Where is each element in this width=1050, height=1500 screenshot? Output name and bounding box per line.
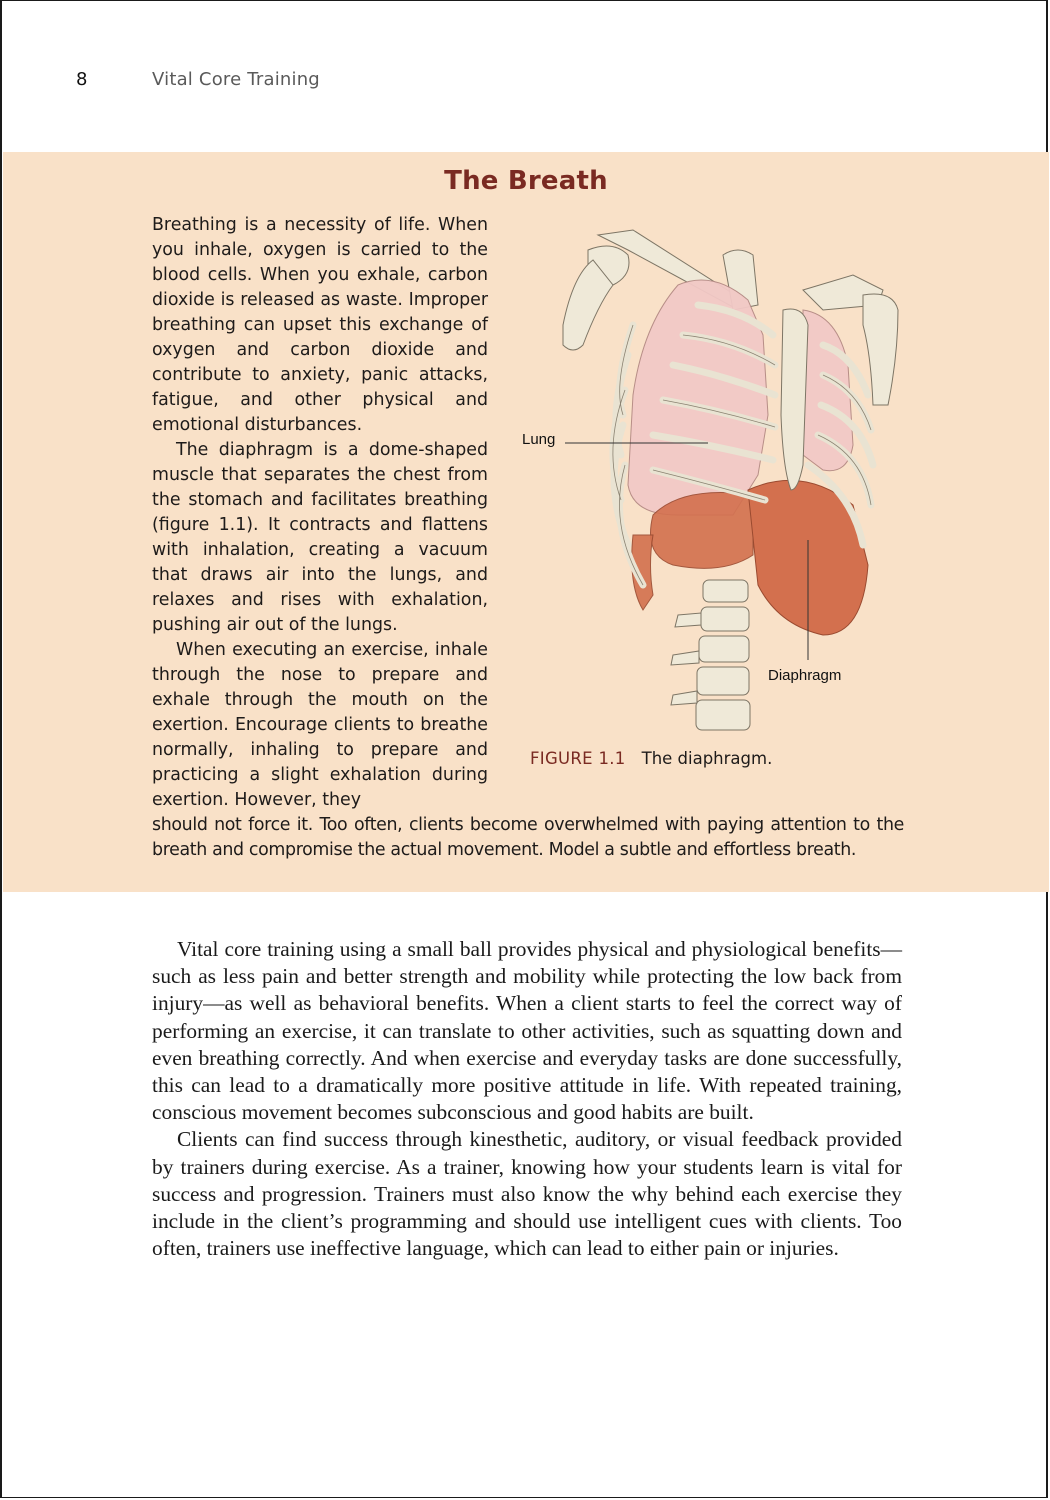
sidebar-paragraph: Breathing is a necessity of life. When you inhale, oxygen is carried to the blood cells. When you exhale, carbon dioxide is released as waste. Improper breathing can upset this exchange of oxygen and carbon dioxide and contribute to anxiety, panic attacks, fatigue, and other physical and emotional disturbances. (152, 215, 488, 435)
label-lung: Lung (522, 431, 556, 448)
figure-number: FIGURE 1.1 (530, 749, 626, 768)
figure-diaphragm-illustration (503, 215, 923, 735)
sternum-bone (781, 309, 808, 490)
spine-vertebrae (671, 580, 750, 730)
running-title: Vital Core Training (152, 69, 320, 90)
body-text (152, 936, 902, 1262)
sidebar-title: The Breath (444, 166, 608, 196)
sidebar-paragraph: When executing an exercise, inhale through the nose to prepare and exhale through the mouth on the exertion. Encourage clients to breathe normally, inhaling to prepare and practicing a slight exhalation during exertion. However, they (152, 640, 488, 810)
body-paragraph: Vital core training using a small ball provides physical and physiological benefits—such as less pain and better strength and mobility while protecting the low back from injury—as well as behavioral benefits. When a client starts to feel the correct way of performing an exercise, it can translate to other activities, such as squatting down and even breathing correctly. And when exercise and everyday tasks are done successfully, this can lead to a dramatically more positive attitude in life. With repeated training, conscious movement becomes subconscious and good habits are built. (152, 937, 902, 1125)
page-number: 8 (76, 69, 88, 90)
sidebar-column-text (152, 213, 488, 813)
sidebar-paragraph-continuation: should not force it. Too often, clients become overwhelmed with paying attention to the breath and compromise the actual movement. Model a subtle and effortless breath. (152, 815, 904, 860)
label-diaphragm: Diaphragm (768, 667, 842, 684)
figure-caption (530, 749, 772, 768)
figure-caption-text: The diaphragm. (641, 749, 773, 768)
running-head (2, 69, 1046, 95)
sidebar-continuation-text (152, 813, 904, 863)
body-paragraph: Clients can find success through kinesthetic, auditory, or visual feedback provided by trainers during exercise. As a trainer, knowing how your students learn is vital for success and progression. Trainers must also know the why behind each exercise they include in the client’s programming and should use intelligent cues with clients. Too often, trainers use ineffective language, which can lead to either pain or injuries. (152, 1127, 902, 1261)
ribcage-anatomy-illustration (503, 215, 923, 735)
sidebar-box-the-breath (3, 152, 1049, 892)
sidebar-paragraph: The diaphragm is a dome-shaped muscle that separates the chest from the stomach and facilitates breathing (figure 1.1). It contracts and flattens with inhalation, creating a vacuum that draws air into the lungs, and relaxes and rises with exhalation, pushing air out of the lungs. (152, 440, 488, 635)
